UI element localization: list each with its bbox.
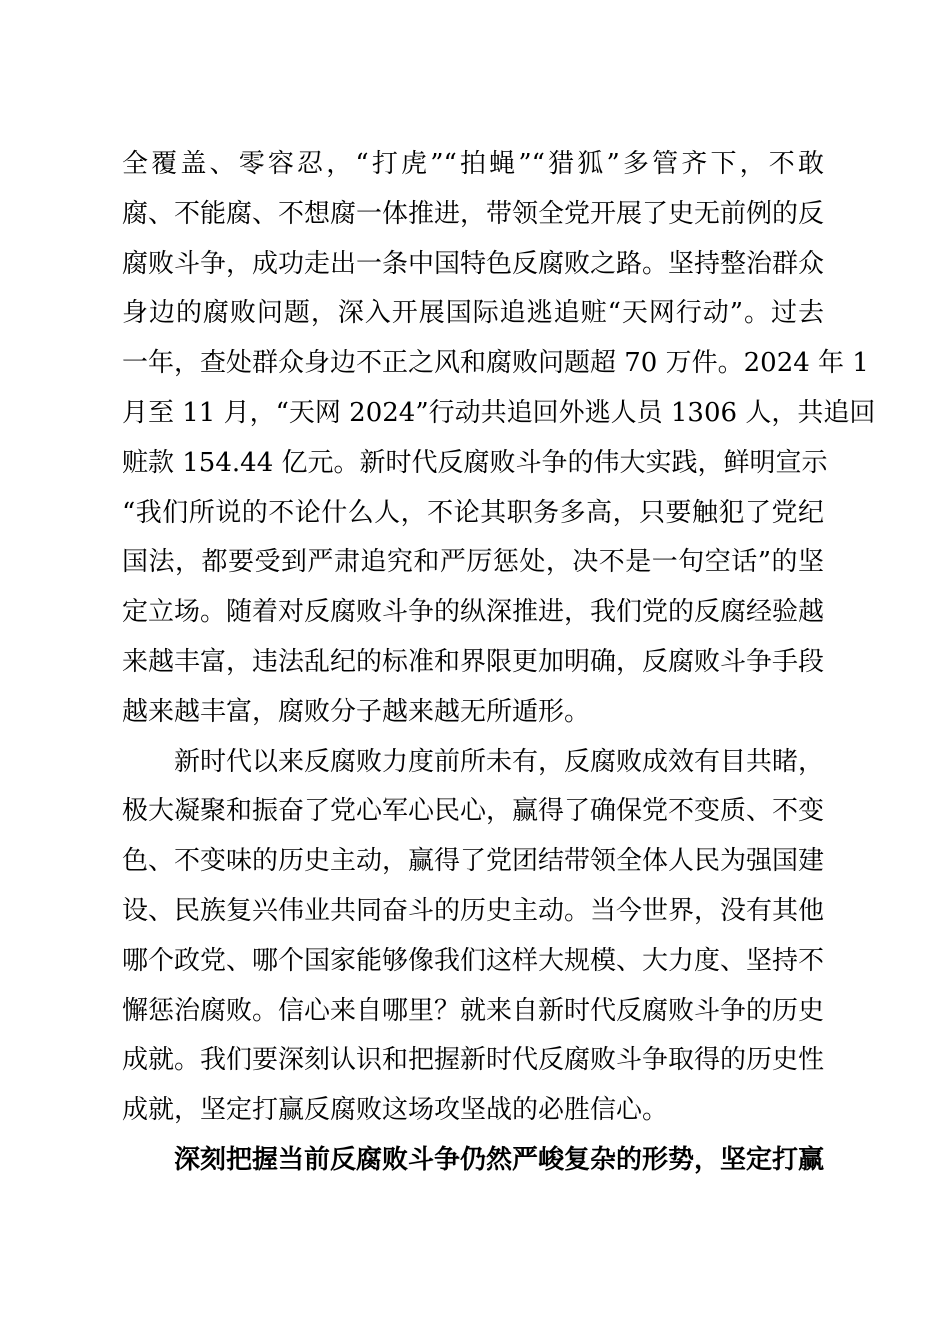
section-heading-text: 深刻把握当前反腐败斗争仍然严峻复杂的形势，坚定打赢 xyxy=(174,1144,825,1175)
paragraph-line: 来越丰富，违法乱纪的标准和界限更加明确，反腐败斗争手段 xyxy=(122,646,825,677)
paragraph-line: 极大凝聚和振奋了党心军心民心，赢得了确保党不变质、不变 xyxy=(122,796,825,827)
paragraph-line: 月至 11 月，“天网 2024”行动共追回外逃人员 1306 人，共追回 xyxy=(122,397,876,428)
paragraph-line: 一年，查处群众身边不正之风和腐败问题超 70 万件。2024 年 1 xyxy=(122,348,869,379)
paragraph-line: “我们所说的不论什么人，不论其职务多高，只要触犯了党纪 xyxy=(122,497,824,528)
paragraph-line: 设、民族复兴伟业共同奋斗的历史主动。当今世界，没有其他 xyxy=(122,895,825,926)
paragraph-line: 赃款 154.44 亿元。新时代反腐败斗争的伟大实践，鲜明宣示 xyxy=(122,447,828,478)
paragraph-2 xyxy=(122,738,824,1136)
paragraph-line: 国法，都要受到严肃追究和严厉惩处，决不是一句空话”的坚 xyxy=(122,547,824,578)
document-body xyxy=(122,140,876,1186)
section-heading xyxy=(122,1136,824,1186)
paragraph-line: 定立场。随着对反腐败斗争的纵深推进，我们党的反腐经验越 xyxy=(122,597,825,628)
paragraph-line: 哪个政党、哪个国家能够像我们这样大规模、大力度、坚持不 xyxy=(122,945,825,976)
paragraph-line: 越来越丰富，腐败分子越来越无所遁形。 xyxy=(122,696,591,727)
paragraph-1 xyxy=(122,140,876,738)
paragraph-line: 新时代以来反腐败力度前所未有，反腐败成效有目共睹， xyxy=(174,746,825,777)
paragraph-line: 全覆盖、零容忍，“打虎”“拍蝇”“猎狐”多管齐下，不敢 xyxy=(122,149,824,179)
paragraph-line: 懈惩治腐败。信心来自哪里？就来自新时代反腐败斗争的历史 xyxy=(122,995,825,1026)
paragraph-line: 成就，坚定打赢反腐败这场攻坚战的必胜信心。 xyxy=(122,1095,669,1126)
paragraph-line: 腐、不能腐、不想腐一体推进，带领全党开展了史无前例的反 xyxy=(122,198,825,229)
paragraph-line: 成就。我们要深刻认识和把握新时代反腐败斗争取得的历史性 xyxy=(122,1045,825,1076)
paragraph-line: 色、不变味的历史主动，赢得了党团结带领全体人民为强国建 xyxy=(122,846,825,877)
paragraph-line: 腐败斗争，成功走出一条中国特色反腐败之路。坚持整治群众 xyxy=(122,248,825,279)
paragraph-line: 身边的腐败问题，深入开展国际追逃追赃“天网行动”。过去 xyxy=(122,298,824,329)
